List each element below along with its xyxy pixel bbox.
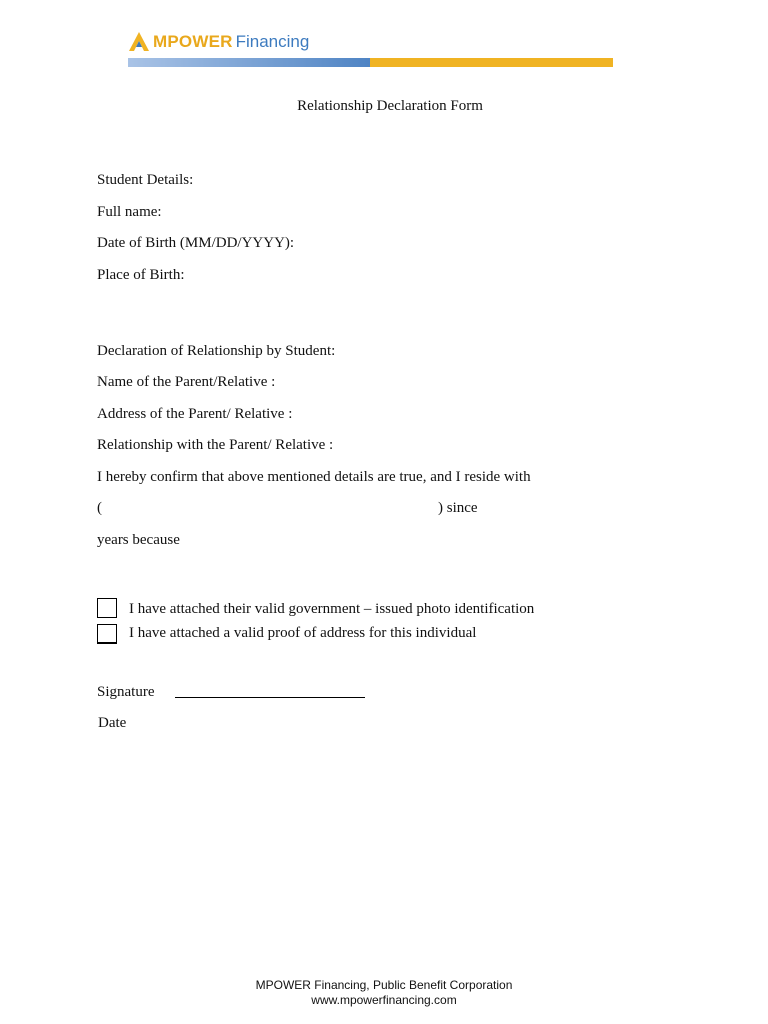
proof-of-address-checkbox-label: I have attached a valid proof of address for this individual <box>129 625 477 641</box>
place-of-birth-label: Place of Birth: <box>97 267 185 283</box>
header-bar-blue <box>128 58 370 67</box>
full-name-label: Full name: <box>97 204 162 220</box>
years-because-text: years because <box>97 532 180 548</box>
form-title: Relationship Declaration Form <box>297 98 483 114</box>
footer-company: MPOWER Financing, Public Benefit Corporation <box>255 978 513 992</box>
mpower-logo-icon <box>128 31 150 53</box>
parent-address-label: Address of the Parent/ Relative : <box>97 406 293 422</box>
relationship-label: Relationship with the Parent/ Relative : <box>97 437 334 453</box>
logo-suffix-text: Financing <box>235 32 310 51</box>
date-label: Date <box>98 715 127 731</box>
parent-name-label: Name of the Parent/Relative : <box>97 374 276 390</box>
proof-of-address-checkbox[interactable] <box>97 624 117 644</box>
reside-with-open-paren: ( <box>97 500 102 516</box>
photo-id-checkbox[interactable] <box>97 598 117 618</box>
confirmation-statement: I hereby confirm that above mentioned details are true, and I reside with <box>97 469 531 485</box>
student-details-heading: Student Details: <box>97 172 194 188</box>
since-text: ) since <box>438 500 478 516</box>
logo-brand-text: MPOWER <box>153 32 233 51</box>
signature-label: Signature <box>97 684 155 700</box>
footer-website[interactable]: www.mpowerfinancing.com <box>311 993 457 1007</box>
declaration-heading: Declaration of Relationship by Student: <box>97 343 336 359</box>
photo-id-checkbox-label: I have attached their valid government – issued photo identification <box>129 601 535 617</box>
company-logo <box>128 30 309 54</box>
date-of-birth-label: Date of Birth (MM/DD/YYYY): <box>97 235 295 251</box>
signature-line[interactable] <box>175 697 365 698</box>
header-bar-gold <box>370 58 613 67</box>
